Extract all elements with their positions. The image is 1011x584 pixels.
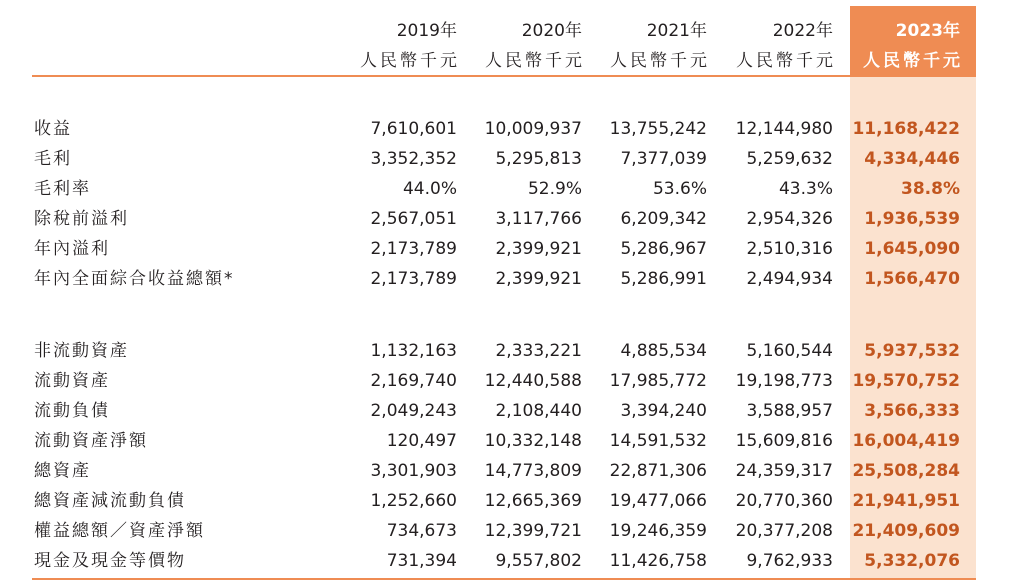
- cell-value: 19,477,066: [609, 491, 707, 511]
- cell-value: 2,173,789: [370, 269, 457, 289]
- table-row: [0, 144, 1011, 174]
- unit-header: 人民幣千元: [610, 51, 710, 71]
- unit-header: 人民幣千元: [863, 51, 963, 71]
- unit-header: 人民幣千元: [485, 51, 585, 71]
- cell-value: 12,665,369: [484, 491, 582, 511]
- cell-value: 2,399,921: [495, 239, 582, 259]
- cell-value: 1,566,470: [864, 269, 960, 289]
- cell-value: 12,144,980: [735, 119, 833, 139]
- cell-value: 22,871,306: [609, 461, 707, 481]
- row-label: 現金及現金等價物: [34, 551, 186, 571]
- cell-value: 19,570,752: [852, 371, 960, 391]
- cell-value: 4,334,446: [864, 149, 960, 169]
- row-label: 權益總額／資產淨額: [34, 521, 205, 541]
- cell-value: 25,508,284: [852, 461, 960, 481]
- cell-value: 5,286,991: [620, 269, 707, 289]
- cell-value: 21,409,609: [852, 521, 960, 541]
- row-label: 流動資產: [34, 371, 110, 391]
- row-label: 流動負債: [34, 401, 110, 421]
- table-row: [0, 174, 1011, 204]
- cell-value: 12,440,588: [484, 371, 582, 391]
- cell-value: 2,954,326: [746, 209, 833, 229]
- cell-value: 734,673: [386, 521, 457, 541]
- cell-value: 13,755,242: [609, 119, 707, 139]
- cell-value: 12,399,721: [484, 521, 582, 541]
- cell-value: 2,567,051: [370, 209, 457, 229]
- table-row: [0, 396, 1011, 426]
- cell-value: 7,610,601: [370, 119, 457, 139]
- table-row: [0, 204, 1011, 234]
- bottom-divider: [32, 578, 976, 580]
- cell-value: 20,770,360: [735, 491, 833, 511]
- cell-value: 3,301,903: [370, 461, 457, 481]
- unit-header: 人民幣千元: [360, 51, 460, 71]
- year-header: 2023年: [895, 21, 960, 41]
- cell-value: 2,510,316: [746, 239, 833, 259]
- table-row: [0, 336, 1011, 366]
- cell-value: 5,286,967: [620, 239, 707, 259]
- cell-value: 5,332,076: [864, 551, 960, 571]
- header-divider: [32, 75, 976, 77]
- cell-value: 11,168,422: [852, 119, 960, 139]
- table-row: [0, 516, 1011, 546]
- table-row: [0, 234, 1011, 264]
- table-row: [0, 456, 1011, 486]
- cell-value: 44.0%: [402, 179, 457, 199]
- cell-value: 5,937,532: [864, 341, 960, 361]
- row-label: 收益: [34, 119, 72, 139]
- year-header: 2020年: [521, 21, 582, 41]
- cell-value: 53.6%: [652, 179, 707, 199]
- cell-value: 20,377,208: [735, 521, 833, 541]
- cell-value: 5,295,813: [495, 149, 582, 169]
- cell-value: 2,399,921: [495, 269, 582, 289]
- cell-value: 3,566,333: [864, 401, 960, 421]
- cell-value: 16,004,419: [852, 431, 960, 451]
- cell-value: 9,557,802: [495, 551, 582, 571]
- cell-value: 19,198,773: [735, 371, 833, 391]
- cell-value: 9,762,933: [746, 551, 833, 571]
- cell-value: 52.9%: [527, 179, 582, 199]
- table-row: [0, 486, 1011, 516]
- cell-value: 2,173,789: [370, 239, 457, 259]
- cell-value: 2,108,440: [495, 401, 582, 421]
- cell-value: 1,252,660: [370, 491, 457, 511]
- cell-value: 2,169,740: [370, 371, 457, 391]
- cell-value: 10,009,937: [484, 119, 582, 139]
- cell-value: 14,591,532: [609, 431, 707, 451]
- cell-value: 2,333,221: [495, 341, 582, 361]
- table-row: [0, 114, 1011, 144]
- year-header: 2022年: [772, 21, 833, 41]
- cell-value: 3,352,352: [370, 149, 457, 169]
- row-label: 總資產: [34, 461, 91, 481]
- cell-value: 1,936,539: [864, 209, 960, 229]
- cell-value: 24,359,317: [735, 461, 833, 481]
- row-label: 流動資產淨額: [34, 431, 148, 451]
- cell-value: 2,049,243: [370, 401, 457, 421]
- unit-header: 人民幣千元: [736, 51, 836, 71]
- table-row: [0, 546, 1011, 576]
- row-label: 除稅前溢利: [34, 209, 129, 229]
- cell-value: 1,132,163: [370, 341, 457, 361]
- year-header: 2019年: [396, 21, 457, 41]
- cell-value: 11,426,758: [609, 551, 707, 571]
- cell-value: 6,209,342: [620, 209, 707, 229]
- cell-value: 7,377,039: [620, 149, 707, 169]
- cell-value: 5,160,544: [746, 341, 833, 361]
- row-label: 年內溢利: [34, 239, 110, 259]
- cell-value: 15,609,816: [735, 431, 833, 451]
- row-label: 毛利率: [34, 179, 91, 199]
- cell-value: 3,117,766: [495, 209, 582, 229]
- cell-value: 3,588,957: [746, 401, 833, 421]
- cell-value: 21,941,951: [852, 491, 960, 511]
- cell-value: 120,497: [386, 431, 457, 451]
- cell-value: 5,259,632: [746, 149, 833, 169]
- cell-value: 38.8%: [901, 179, 960, 199]
- year-header: 2021年: [646, 21, 707, 41]
- cell-value: 19,246,359: [609, 521, 707, 541]
- cell-value: 2,494,934: [746, 269, 833, 289]
- cell-value: 17,985,772: [609, 371, 707, 391]
- cell-value: 43.3%: [778, 179, 833, 199]
- cell-value: 731,394: [386, 551, 457, 571]
- table-row: [0, 264, 1011, 294]
- cell-value: 3,394,240: [620, 401, 707, 421]
- row-label: 總資產減流動負債: [34, 491, 186, 511]
- table-row: [0, 366, 1011, 396]
- cell-value: 1,645,090: [864, 239, 960, 259]
- cell-value: 14,773,809: [484, 461, 582, 481]
- row-label: 非流動資產: [34, 341, 129, 361]
- table-row: [0, 426, 1011, 456]
- row-label: 年內全面綜合收益總額*: [34, 269, 235, 289]
- row-label: 毛利: [34, 149, 72, 169]
- cell-value: 10,332,148: [484, 431, 582, 451]
- cell-value: 4,885,534: [620, 341, 707, 361]
